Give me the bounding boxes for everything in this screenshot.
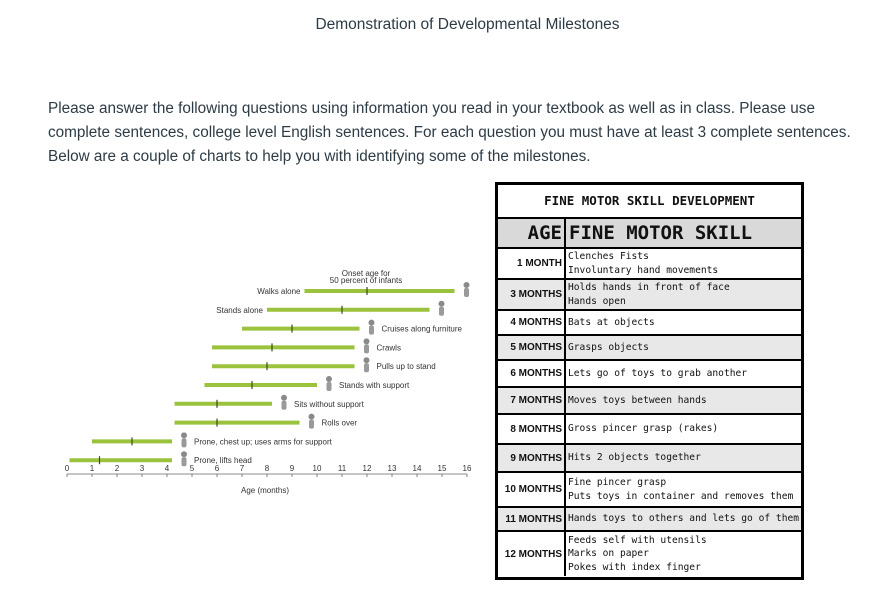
skill-column-header: FINE MOTOR SKILL [569,222,753,244]
figure-head [181,432,187,438]
baby-figure-icon [369,320,375,335]
figure-body [369,326,374,335]
figure-body [364,363,369,372]
skill-item: Fine pincer grasp [568,477,667,488]
fine-motor-row [498,336,801,361]
tick-label: 16 [462,464,472,473]
figure-head [181,451,187,457]
row-skills [566,249,801,278]
row-skills [566,508,801,530]
figure-body [282,401,287,410]
figure-body [327,382,332,391]
fine-motor-row [498,473,801,508]
tick-label: 9 [289,464,295,473]
figure-body [439,307,444,316]
skill-item: Bats at objects [568,316,655,328]
baby-figure-icon [326,376,332,391]
baby-figure-icon [439,301,445,316]
milestone-label: Cruises along furniture [381,324,462,334]
skill-item: Holds hands in front of face [568,282,730,293]
intro-paragraph: Please answer the following questions using information you read in your textbook as well as in class. Please use complete sentences, college level English sentences. For each question you must have at least 3 complete sentences. Below are a couple of charts to help you with identifying some of the milestones. [48,100,851,165]
milestone-label: Crawls [376,343,401,353]
milestone-row [205,376,411,391]
row-age: 8 MONTHS [498,415,566,443]
skill-item: Hands toys to others and lets go of them [568,513,800,525]
figure-body [182,457,187,466]
row-age: 5 MONTHS [498,336,566,359]
tick-label: 8 [264,464,270,473]
figure-head [369,320,375,326]
x-axis-label: Age (months) [240,486,290,495]
milestone-row [242,320,463,335]
fine-motor-row [498,508,801,532]
row-skills [566,361,801,386]
tick-label: 14 [412,464,422,473]
row-skills [566,532,801,576]
skill-item: Involuntary hand movements [568,264,719,276]
milestone-chart [50,264,490,502]
row-age: 9 MONTHS [498,445,566,471]
milestone-label: Walks alone [257,287,301,296]
page-title: Demonstration of Developmental Milestones [315,16,620,33]
skill-item: Grasps objects [568,341,649,353]
skill-item: Moves toys between hands [568,394,707,406]
tick-label: 5 [189,464,195,473]
figure-body [182,438,187,447]
figure-head [281,395,287,401]
baby-figure-icon [281,395,287,410]
milestone-label: Prone, lifts head [194,456,252,466]
baby-figure-icon [181,451,187,466]
skill-item: Hands open [568,295,626,307]
age-column-header: AGE [498,219,566,247]
milestone-row [175,395,365,410]
figure-body [309,420,314,429]
milestone-label: Rolls over [321,418,358,428]
fine-motor-row [498,249,801,280]
row-skills [566,311,801,334]
fine-motor-header-row [498,219,801,249]
row-skills [566,388,801,413]
baby-figure-icon [364,338,370,353]
figure-body [464,288,469,297]
milestone-label: Stands alone [216,305,263,315]
fine-motor-row [498,311,801,336]
baby-figure-icon [309,414,315,429]
row-skills [566,445,801,471]
figure-head [309,414,315,420]
figure-head [464,282,470,288]
tick-label: 15 [437,464,447,473]
figure-head [364,357,370,363]
tick-label: 3 [139,464,145,473]
milestone-row [92,432,333,447]
row-age: 12 MONTHS [498,532,566,576]
row-age: 4 MONTHS [498,311,566,334]
fine-motor-row [498,388,801,415]
row-age: 10 MONTHS [498,473,566,506]
fine-motor-title: FINE MOTOR SKILL DEVELOPMENT [498,185,801,219]
row-age: 7 MONTHS [498,388,566,413]
tick-label: 13 [387,464,397,473]
intro-text [48,97,878,169]
fine-motor-row [498,445,801,473]
row-skills [566,473,801,506]
milestone-label: Prone, chest up; uses arms for support [194,437,332,447]
tick-label: 12 [362,464,372,473]
skill-item: Gross pincer grasp (rakes) [568,423,719,435]
milestone-label: Sits without support [294,399,364,409]
fine-motor-row [498,415,801,445]
tick-label: 11 [337,464,347,473]
skill-item: Clenches Fists [568,251,649,262]
fine-motor-row [498,532,801,576]
baby-figure-icon [181,432,187,447]
milestone-row [216,301,444,316]
milestone-label: Stands with support [339,381,410,390]
milestone-label: Pulls up to stand [376,362,436,372]
skill-item: Puts toys in container and removes them [568,490,794,502]
skill-item: Marks on paper [568,548,649,560]
tick-label: 1 [89,464,95,473]
fine-motor-row [498,361,801,388]
skill-item: Pokes with index finger [568,561,701,573]
row-skills [566,415,801,443]
milestone-row [175,414,358,429]
tick-label: 6 [214,464,220,473]
milestone-row [212,338,401,353]
milestone-row [212,357,436,372]
row-skills [566,336,801,359]
figure-head [364,338,370,344]
tick-label: 4 [164,464,170,473]
figure-head [326,376,332,382]
skill-item: Hits 2 objects together [568,452,701,464]
milestone-bars [70,282,470,466]
milestone-row [70,451,252,466]
tick-label: 0 [64,464,70,473]
fine-motor-row [498,280,801,311]
baby-figure-icon [364,357,370,372]
tick-label: 7 [239,464,245,473]
age-axis [65,464,472,477]
row-age: 3 MONTHS [498,280,566,309]
skill-item: Lets go of toys to grab another [568,367,748,379]
row-age: 1 MONTH [498,249,566,278]
tick-label: 2 [114,464,120,473]
onset-legend-line2: 50 percent of infants [329,276,403,285]
tick-label: 10 [312,464,322,473]
skill-item: Feeds self with utensils [568,534,707,546]
figure-head [439,301,445,307]
fine-motor-rows [498,249,801,576]
row-age: 11 MONTHS [498,508,566,530]
baby-figure-icon [464,282,470,297]
fine-motor-table [495,182,804,580]
row-skills [566,280,801,309]
onset-legend-line1: Onset age for [341,269,391,278]
figure-body [364,344,369,353]
row-age: 6 MONTHS [498,361,566,386]
